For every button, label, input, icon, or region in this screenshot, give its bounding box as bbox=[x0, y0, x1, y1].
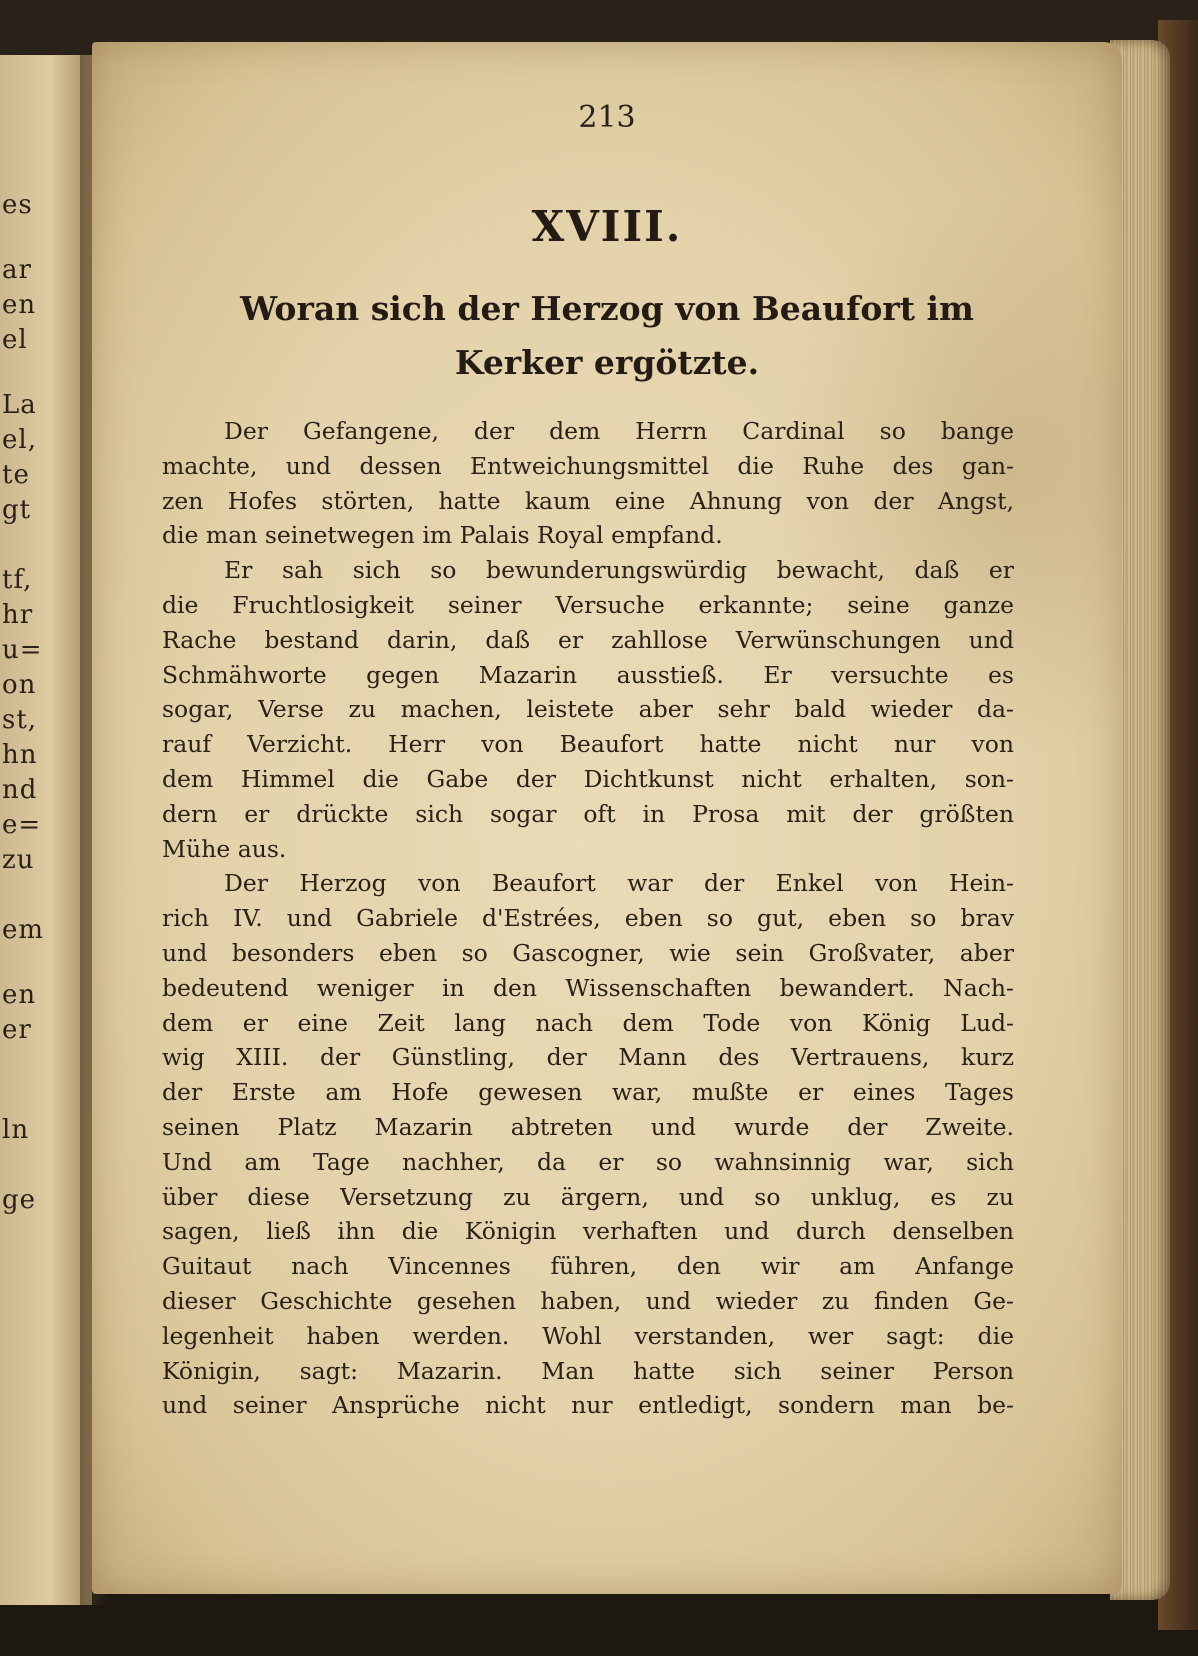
left-fragment: em bbox=[2, 915, 45, 945]
text-line: dem er eine Zeit lang nach dem Tode von König Lud- bbox=[162, 1008, 1014, 1037]
left-fragment: ln bbox=[2, 1115, 30, 1145]
chapter-numeral: XVIII. bbox=[531, 202, 683, 251]
text-line: Schmähworte gegen Mazarin ausstieß. Er versuchte es bbox=[162, 660, 1014, 689]
left-fragment: er bbox=[2, 1015, 32, 1045]
left-fragment: La bbox=[2, 390, 37, 420]
left-fragment: nd bbox=[2, 775, 38, 805]
text-line: legenheit haben werden. Wohl verstanden, wer sagt: die bbox=[162, 1321, 1014, 1350]
text-line: dern er drückte sich sogar oft in Prosa mit der größten bbox=[162, 799, 1014, 828]
body-text bbox=[162, 414, 1014, 1423]
text-line: machte, und dessen Entweichungsmittel die Ruhe des gan- bbox=[162, 451, 1014, 480]
text-line: Mühe aus. bbox=[162, 834, 287, 863]
left-fragment: ge bbox=[2, 1185, 37, 1215]
text-line: dieser Geschichte gesehen haben, und wieder zu finden Ge- bbox=[162, 1286, 1014, 1315]
left-fragment: e= bbox=[2, 810, 42, 840]
text-line: die man seinetwegen im Palais Royal empfand. bbox=[162, 521, 723, 550]
text-line: sogar, Verse zu machen, leistete aber sehr bald wieder da- bbox=[162, 695, 1014, 724]
text-line: und besonders eben so Gascogner, wie sein Großvater, aber bbox=[162, 938, 1014, 967]
text-line: Guitaut nach Vincennes führen, den wir am Anfange bbox=[162, 1252, 1014, 1281]
left-fragment: hn bbox=[2, 740, 38, 770]
text-line: die Fruchtlosigkeit seiner Versuche erkannte; seine ganze bbox=[162, 590, 1014, 619]
left-fragment: te bbox=[2, 460, 30, 490]
left-fragment: gt bbox=[2, 495, 32, 525]
text-line: Königin, sagt: Mazarin. Man hatte sich seiner Person bbox=[162, 1356, 1014, 1385]
text-line: Er sah sich so bewunderungswürdig bewacht, daß er bbox=[224, 556, 1014, 585]
chapter-title-line: Woran sich der Herzog von Beaufort im bbox=[240, 289, 974, 328]
left-fragment: ar bbox=[2, 255, 32, 285]
left-fragment: tf, bbox=[2, 565, 33, 595]
previous-page-strip bbox=[0, 55, 92, 1605]
chapter-title-line: Kerker ergötzte. bbox=[454, 343, 760, 382]
text-line: rauf Verzicht. Herr von Beaufort hatte nicht nur von bbox=[162, 730, 1014, 759]
chapter-title bbox=[162, 282, 1052, 390]
text-line: Der Gefangene, der dem Herrn Cardinal so bange bbox=[224, 417, 1014, 445]
text-line: wig XIII. der Günstling, der Mann des Vertrauens, kurz bbox=[162, 1043, 1014, 1072]
text-line: sagen, ließ ihn die Königin verhaften und durch denselben bbox=[162, 1217, 1014, 1246]
text-line: über diese Versetzung zu ärgern, und so unklug, es zu bbox=[162, 1182, 1014, 1211]
text-line: bedeutend weniger in den Wissenschaften bewandert. Nach- bbox=[162, 973, 1014, 1002]
text-line: zen Hofes störten, hatte kaum eine Ahnung von der Angst, bbox=[162, 486, 1014, 515]
left-fragment: st, bbox=[2, 705, 38, 735]
left-fragment: en bbox=[2, 290, 37, 320]
left-fragment: on bbox=[2, 670, 37, 700]
left-fragment: hr bbox=[2, 600, 34, 630]
left-fragment: en bbox=[2, 980, 37, 1010]
left-fragment: es bbox=[2, 190, 33, 220]
left-fragment: el, bbox=[2, 425, 37, 455]
page-number: 213 bbox=[578, 100, 636, 135]
text-line: Und am Tage nachher, da er so wahnsinnig war, sich bbox=[162, 1147, 1014, 1176]
left-fragment: zu bbox=[2, 845, 35, 875]
text-line: der Erste am Hofe gewesen war, mußte er eines Tages bbox=[162, 1078, 1014, 1107]
left-fragment: el bbox=[2, 325, 28, 355]
text-line: Der Herzog von Beaufort war der Enkel von Hein- bbox=[224, 869, 1014, 898]
left-fragment: u= bbox=[2, 635, 43, 665]
text-line: seinen Platz Mazarin abtreten und wurde der Zweite. bbox=[162, 1112, 1014, 1141]
text-line: dem Himmel die Gabe der Dichtkunst nicht erhalten, son- bbox=[162, 764, 1014, 793]
text-line: Rache bestand darin, daß er zahllose Verwünschungen und bbox=[162, 625, 1014, 654]
text-line: und seiner Ansprüche nicht nur entledigt, sondern man be- bbox=[162, 1391, 1014, 1420]
text-line: rich IV. und Gabriele d'Estrées, eben so gut, eben so brav bbox=[162, 904, 1014, 933]
book-page bbox=[92, 42, 1122, 1594]
